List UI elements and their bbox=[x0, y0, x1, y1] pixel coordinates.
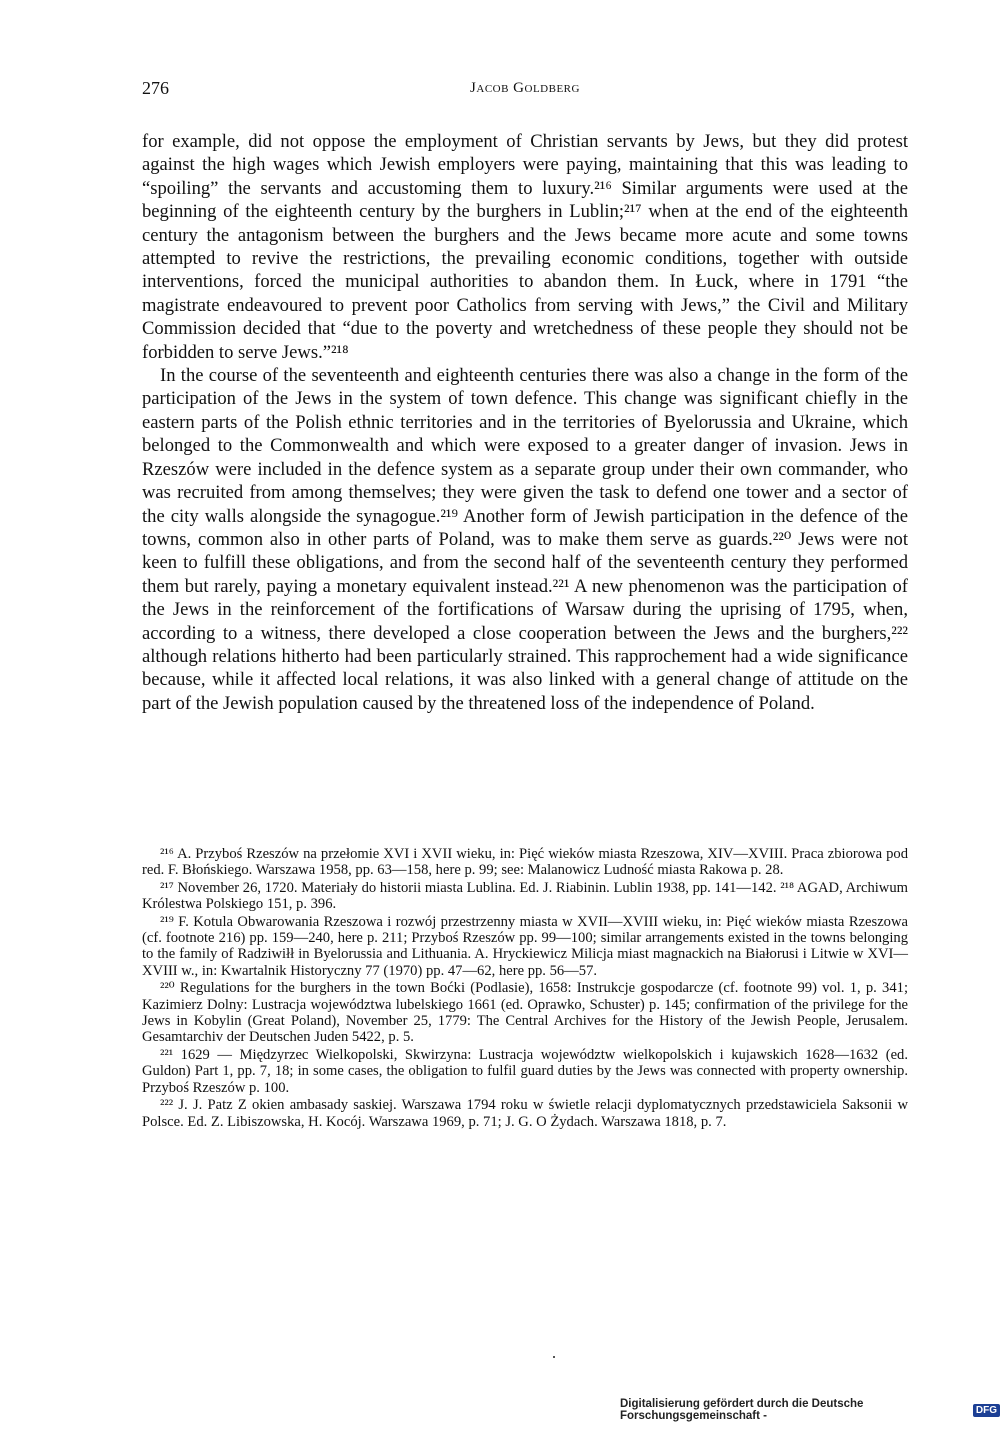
page-number: 276 bbox=[142, 78, 169, 98]
digitization-credit bbox=[620, 1398, 1000, 1422]
footnote: ²²⁰ Regulations for the burghers in the town Boćki (Podlasie), 1658: Instrukcje gospodarcze (cf. footnote 99) vol. 1, p. 341; Kazimierz Dolny: Lustracja województwa lubelskiego 1661 (ed. Oprawko, Schuster) p. 145; confirmation of the privilege for the Jews in Kobylin (Great Poland), November 25, 1779: The Central Archives for the History of the Jewish People, Jerusalem. Gesamtarchiv der Deutschen Juden 5422, p. 5. bbox=[142, 980, 908, 1046]
page-header bbox=[142, 78, 908, 102]
main-text bbox=[142, 130, 908, 715]
footnote: ²²¹ 1629 — Międzyrzec Wielkopolski, Skwirzyna: Lustracja województw wielkopolskich i kujawskich 1628—1632 (ed. Guldon) Part 1, pp. 7, 18; in some cases, the obligation to fulfil guard duties by the Jews was connected with property ownership. Przyboś Rzeszów p. 100. bbox=[142, 1046, 908, 1096]
dfg-logo-icon: DFG bbox=[973, 1404, 1000, 1417]
footnote: ²²² J. J. Patz Z okien ambasady saskiej. Warszawa 1794 roku w świetle relacji dyplomatycznych przedstawiciela Saksonii w Polsce. Ed. Z. Libiszowska, H. Kocój. Warszawa 1969, p. 71; J. G. O Żydach. Warszawa 1818, p. 7. bbox=[142, 1097, 908, 1130]
footnotes bbox=[142, 846, 908, 1131]
paragraph: In the course of the seventeenth and eighteenth centuries there was also a change in the form of the participation of the Jews in the system of town defence. This change was significant chiefly in the eastern parts of the Polish ethnic territories and in the territories of Byelorussia and Ukraine, which belonged to the Commonwealth and which were exposed to a greater danger of invasion. Jews in Rzeszów were included in the defence system as a separate group under their own commander, who was recruited from among themselves; they were given the task to defend one tower and a sector of the city walls alongside the synagogue.²¹⁹ Another form of Jewish participation in the defence of the towns, common also in other parts of Poland, was to make them serve as guards.²²⁰ Jews were not keen to fulfill these obligations, and from the second half of the seventeenth century they performed them but rarely, paying a monetary equivalent instead.²²¹ A new phenomenon was the participation of the Jews in the reinforcement of the fortifications of Warsaw during the uprising of 1795, when, according to a witness, there developed a close cooperation between the Jews and the burghers,²²² although relations hitherto had been particularly strained. This rapprochement had a wide significance because, while it affected local relations, it was also linked with a general change of attitude on the part of the Jewish population caused by the threatened loss of the independence of Poland. bbox=[142, 365, 908, 714]
footnote: ²¹⁶ A. Przyboś Rzeszów na przełomie XVI i XVII wieku, in: Pięć wieków miasta Rzeszowa, XIV—XVIII. Praca zbiorowa pod red. F. Błońskiego. Warszawa 1958, pp. 63—158, here p. 99; see: Malanowicz Ludność miasta Rakowa p. 28. bbox=[142, 846, 908, 879]
scan-speck bbox=[553, 1356, 555, 1358]
footnote: ²¹⁹ F. Kotula Obwarowania Rzeszowa i rozwój przestrzenny miasta w XVII—XVIII wieku, in: Pięć wieków miasta Rzeszowa (cf. footnote 216) pp. 159—240, here p. 211; Przyboś Rzeszów pp. 99—100; similar arrangements existed in the towns belonging to the family of Radziwiłł in Byelorussia and Lithuania. A. Hryckiewicz Milicja miast magnackich na Białorusi i Litwie w XVI—XVIII w., in: Kwartalnik Historyczny 77 (1970) pp. 47—62, here pp. 56—57. bbox=[142, 913, 908, 979]
paragraph: for example, did not oppose the employment of Christian servants by Jews, but they did protest against the high wages which Jewish employers were paying, maintaining that this was leading to “spoiling” the servants and accustoming them to luxury.²¹⁶ Similar arguments were used at the beginning of the eighteenth century by the burghers in Lublin;²¹⁷ when at the end of the eighteenth century the antagonism between the burghers and the Jews became more acute and some towns attempted to revive the restrictions, the prevailing economic conditions, together with outside interventions, forced the municipal authorities to abandon them. In Łuck, where in 1791 “the magistrate endeavoured to prevent poor Catholics from serving with Jews,” the Civil and Military Commission decided that “due to the poverty and wretchedness of these people they should not be forbidden to serve Jews.”²¹⁸ bbox=[142, 131, 908, 363]
credit-text: Digitalisierung gefördert durch die Deutsche Forschungsgemeinschaft - bbox=[620, 1398, 864, 1422]
footnote: ²¹⁷ November 26, 1720. Materiały do historii miasta Lublina. Ed. J. Riabinin. Lublin 1938, pp. 141—142. ²¹⁸ AGAD, Archiwum Królestwa Polskiego 151, p. 396. bbox=[142, 879, 908, 913]
running-title: Jacob Goldberg bbox=[470, 80, 580, 96]
